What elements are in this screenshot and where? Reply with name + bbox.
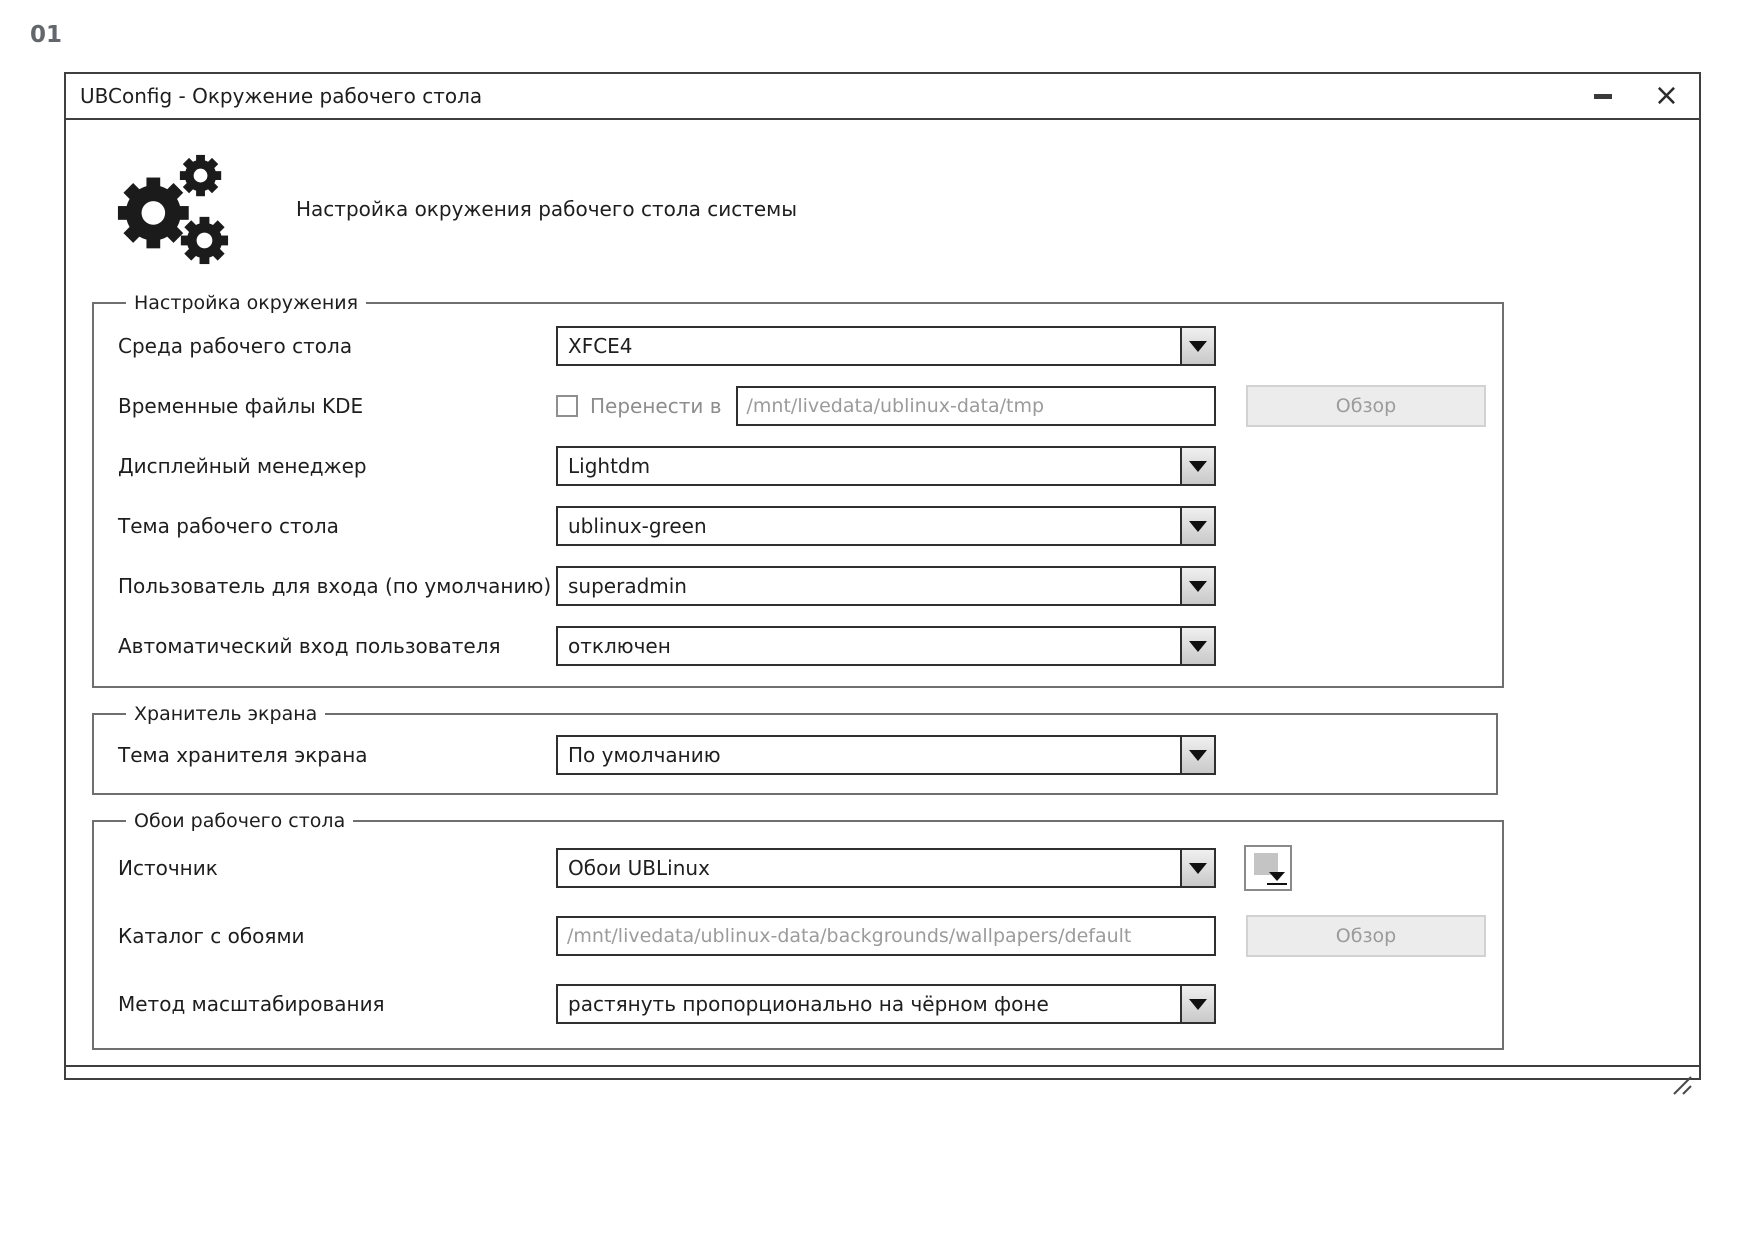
dropdown-arrow-button[interactable] xyxy=(1180,986,1214,1022)
autologin-label: Автоматический вход пользователя xyxy=(118,634,501,658)
move-to-checkbox[interactable] xyxy=(556,395,578,417)
dropdown-arrow-button[interactable] xyxy=(1180,448,1214,484)
kde-temp-controls xyxy=(556,386,1216,426)
login-user-label: Пользователь для входа (по умолчанию) xyxy=(118,574,552,598)
kde-temp-path-field[interactable]: /mnt/livedata/ublinux-data/tmp xyxy=(736,386,1216,426)
underline-icon xyxy=(1267,883,1287,885)
resize-grip-icon[interactable] xyxy=(1670,1073,1692,1099)
dropdown-arrow-button[interactable] xyxy=(1180,508,1214,544)
chevron-down-icon xyxy=(1189,521,1207,532)
scaling-method-row xyxy=(118,970,1486,1038)
login-user-row xyxy=(118,556,1486,616)
wallpaper-source-value: Обои UBLinux xyxy=(568,856,710,880)
screensaver-group xyxy=(92,703,1498,795)
desktop-theme-value: ublinux-green xyxy=(568,514,707,538)
window-title: UBConfig - Окружение рабочего стола xyxy=(80,84,483,108)
scaling-method-label: Метод масштабирования xyxy=(118,992,385,1016)
wallpaper-directory-browse-button[interactable]: Обзор xyxy=(1246,915,1486,957)
gears-icon xyxy=(114,150,232,268)
wallpaper-source-label: Источник xyxy=(118,856,218,880)
close-icon[interactable]: × xyxy=(1653,78,1679,113)
chevron-down-icon xyxy=(1189,581,1207,592)
chevron-down-icon xyxy=(1189,341,1207,352)
chevron-down-icon xyxy=(1189,641,1207,652)
desktop-environment-label: Среда рабочего стола xyxy=(118,334,353,358)
display-manager-row xyxy=(118,436,1486,496)
chevron-down-icon xyxy=(1189,750,1207,761)
autologin-value: отключен xyxy=(568,634,671,658)
wallpaper-group xyxy=(92,810,1504,1050)
chevron-down-icon xyxy=(1269,872,1285,881)
screensaver-theme-value: По умолчанию xyxy=(568,743,721,767)
dropdown-arrow-button[interactable] xyxy=(1180,850,1214,886)
desktop-theme-combobox[interactable] xyxy=(556,506,1216,546)
display-manager-value: Lightdm xyxy=(568,454,651,478)
desktop-environment-combobox[interactable] xyxy=(556,326,1216,366)
wallpaper-source-combobox[interactable] xyxy=(556,848,1216,888)
titlebar xyxy=(66,74,1699,120)
dropdown-arrow-button[interactable] xyxy=(1180,568,1214,604)
move-to-checkbox-label: Перенести в xyxy=(590,394,722,418)
ubconfig-window xyxy=(64,72,1701,1080)
dropdown-arrow-button[interactable] xyxy=(1180,628,1214,664)
desktop-theme-row xyxy=(118,496,1486,556)
chevron-down-icon xyxy=(1189,461,1207,472)
environment-group-legend: Настройка окружения xyxy=(134,292,359,314)
wallpaper-source-row xyxy=(118,834,1486,902)
chevron-down-icon xyxy=(1189,863,1207,874)
screensaver-theme-label: Тема хранителя экрана xyxy=(118,743,368,767)
autologin-row xyxy=(118,616,1486,676)
dropdown-arrow-button[interactable] xyxy=(1180,737,1214,773)
header-description: Настройка окружения рабочего стола системы xyxy=(296,197,798,221)
kde-temp-row xyxy=(118,376,1486,436)
status-bar xyxy=(66,1065,1699,1105)
wallpaper-directory-label: Каталог с обоями xyxy=(118,924,305,948)
header-banner xyxy=(114,150,1673,268)
login-user-combobox[interactable] xyxy=(556,566,1216,606)
screensaver-group-legend: Хранитель экрана xyxy=(134,703,318,725)
wallpaper-directory-field[interactable]: /mnt/livedata/ublinux-data/backgrounds/wallpapers/default xyxy=(556,916,1216,956)
environment-group xyxy=(92,292,1504,688)
autologin-combobox[interactable] xyxy=(556,626,1216,666)
login-user-value: superadmin xyxy=(568,574,687,598)
wallpaper-preview-button[interactable] xyxy=(1244,845,1292,891)
minimize-icon[interactable] xyxy=(1594,94,1612,99)
window-content xyxy=(66,120,1699,1065)
desktop-environment-value: XFCE4 xyxy=(568,334,633,358)
dropdown-arrow-button[interactable] xyxy=(1180,328,1214,364)
screensaver-theme-combobox[interactable] xyxy=(556,735,1216,775)
desktop-environment-row xyxy=(118,316,1486,376)
window-controls xyxy=(1594,78,1679,113)
page-number: 01 xyxy=(30,22,63,48)
desktop-theme-label: Тема рабочего стола xyxy=(118,514,339,538)
scaling-method-combobox[interactable] xyxy=(556,984,1216,1024)
kde-temp-browse-button[interactable]: Обзор xyxy=(1246,385,1486,427)
chevron-down-icon xyxy=(1189,999,1207,1010)
scaling-method-value: растянуть пропорционально на чёрном фоне xyxy=(568,992,1049,1016)
display-manager-combobox[interactable] xyxy=(556,446,1216,486)
display-manager-label: Дисплейный менеджер xyxy=(118,454,367,478)
wallpaper-directory-row xyxy=(118,902,1486,970)
kde-temp-label: Временные файлы KDE xyxy=(118,394,364,418)
wallpaper-group-legend: Обои рабочего стола xyxy=(134,810,346,832)
screensaver-theme-row xyxy=(118,727,1480,783)
